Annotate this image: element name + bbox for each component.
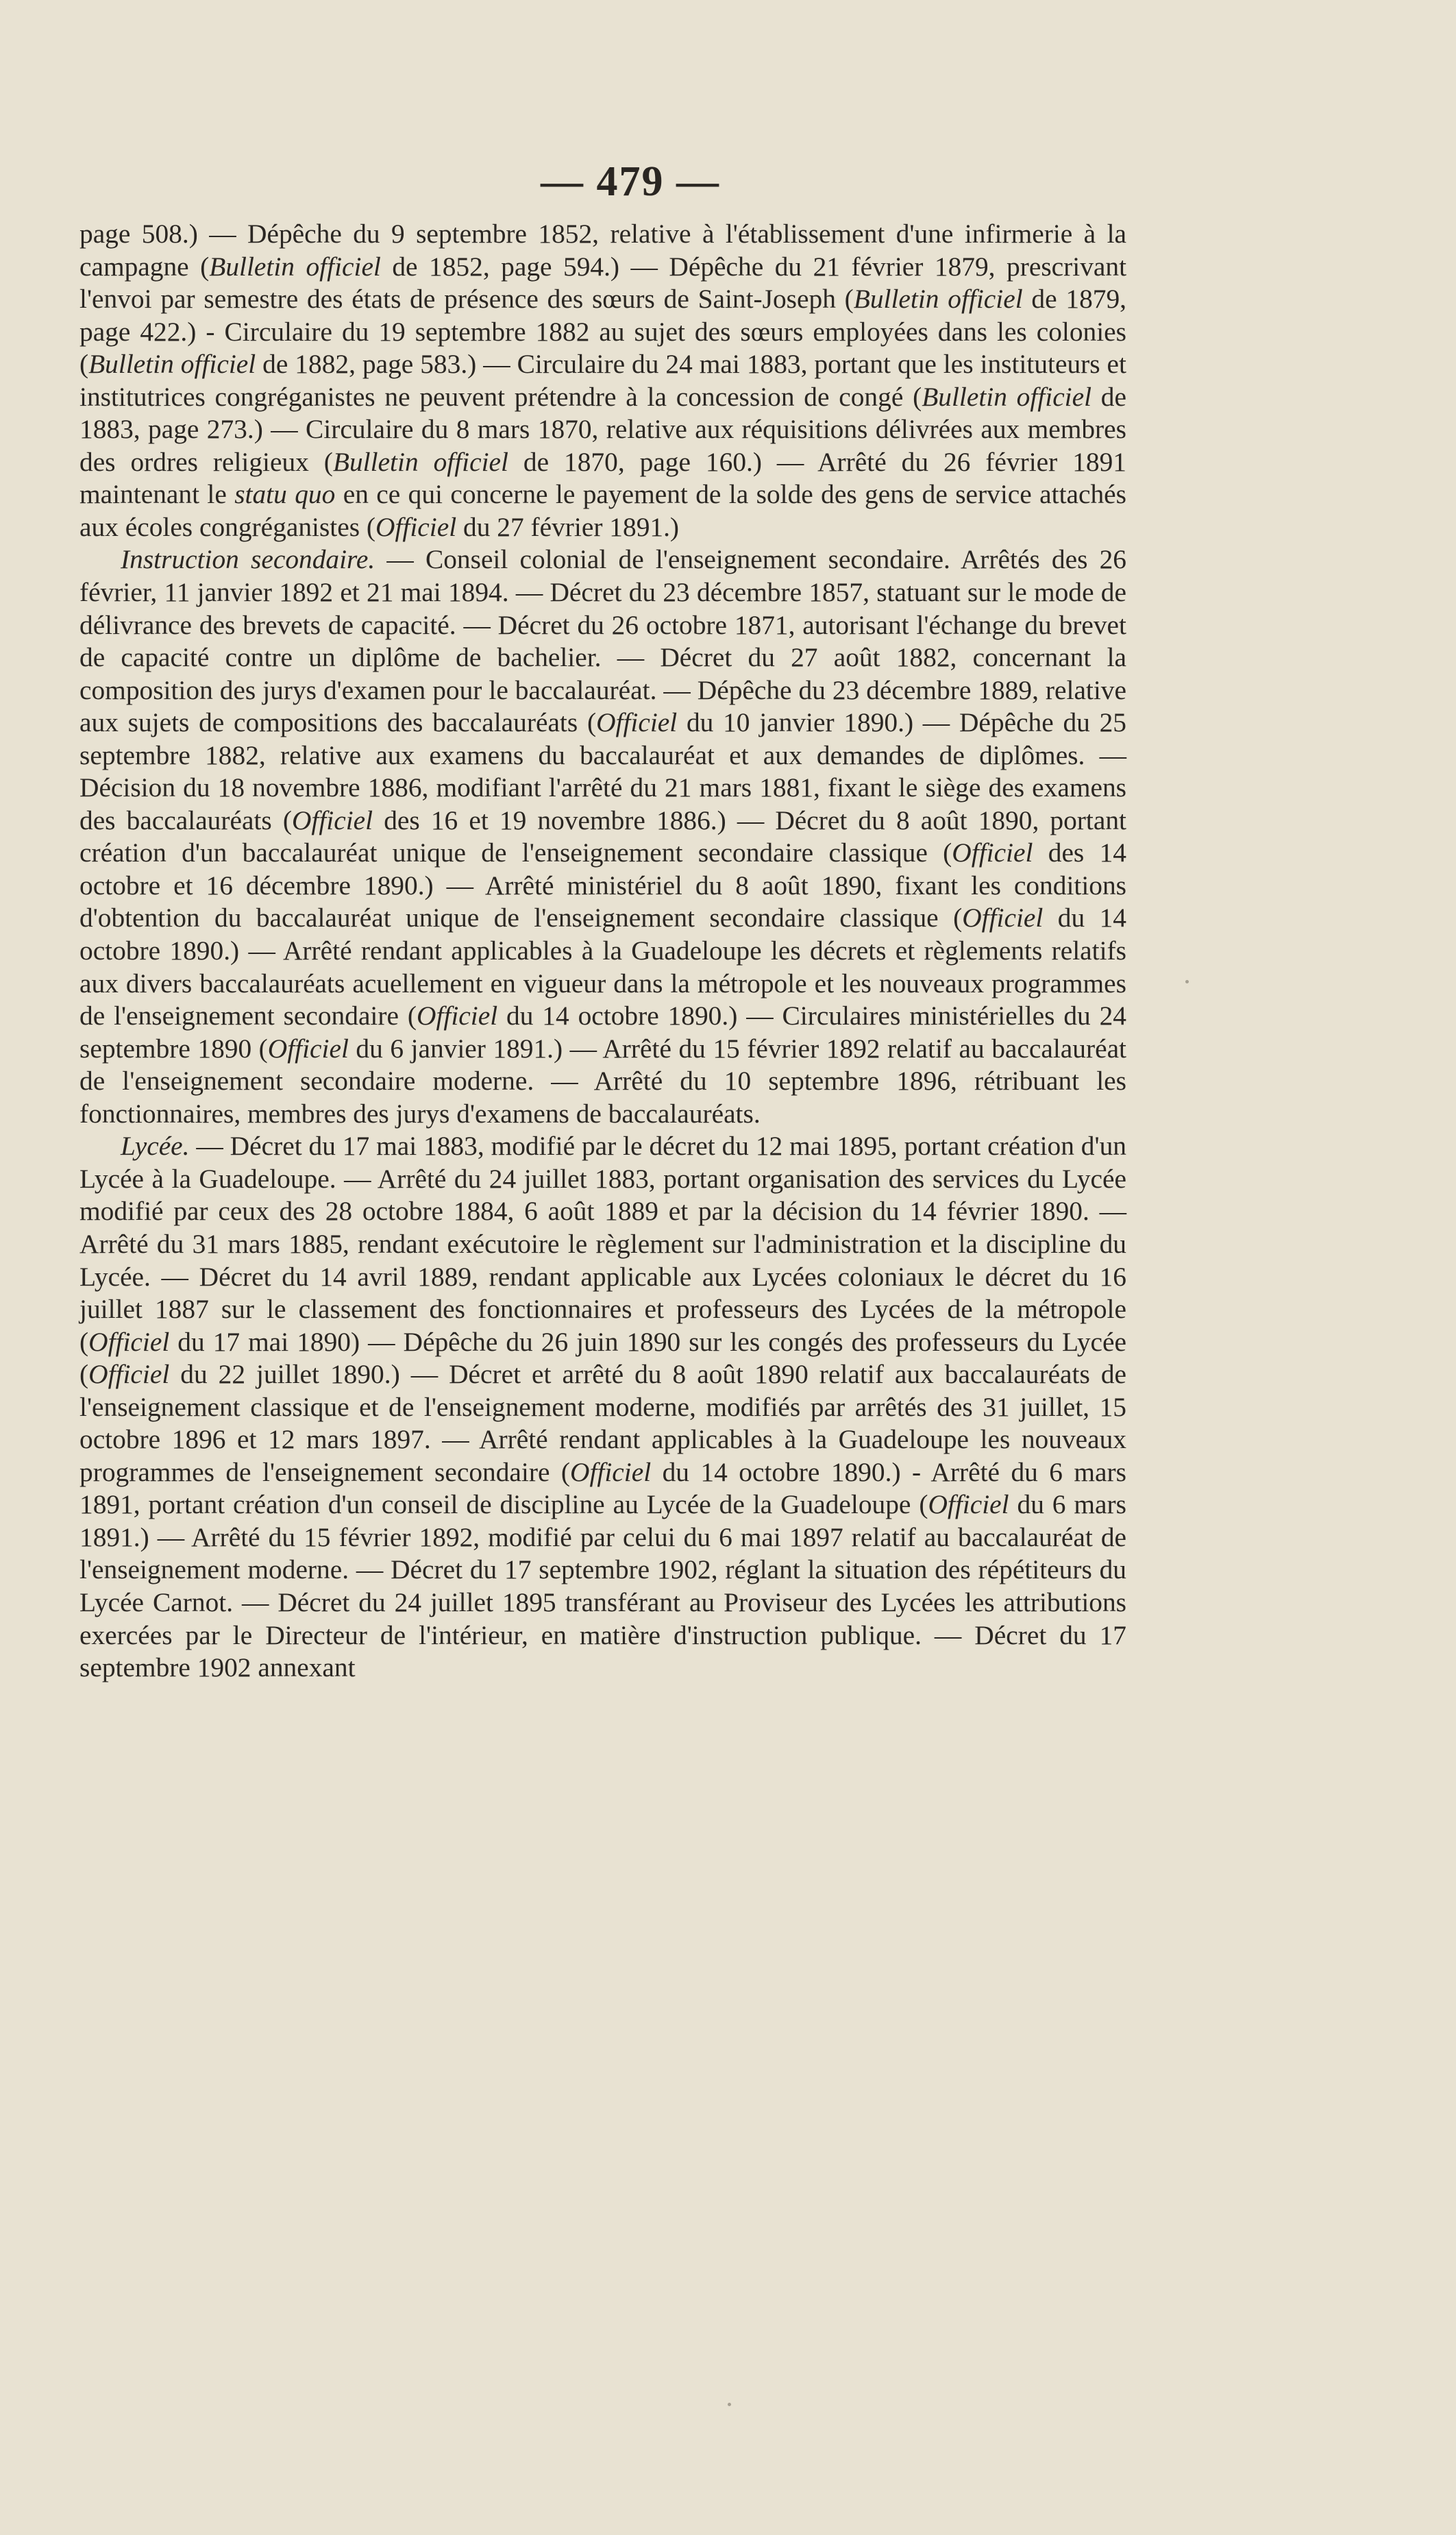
text-run: du 14 octobre 1890.) — Arrêté rendant applicables à la Guadeloupe les décrets et règlements relatifs aux divers baccalauréats acuellement en vigueur dans la métropole et les nouveaux programmes de l'enseignement secondaire ( [79, 903, 1127, 1031]
paragraph [79, 218, 1126, 543]
italic-run: Officiel [267, 1033, 349, 1064]
text-run: des 14 octobre et 16 décembre 1890.) — Arrêté ministériel du 8 août 1890, fixant les conditions d'obtention du baccalauréat unique de l'enseignement secondaire classique ( [79, 837, 1126, 933]
italic-run: Officiel [570, 1456, 652, 1487]
text-run: — Conseil colonial de l'enseignement secondaire. Arrêtés des 26 février, 11 janvier 1892 et 21 mai 1894. — Décret du 23 décembre 1857, statuant sur le mode de délivrance des brevets de capacité. — Décret du 26 octobre 1871, autorisant l'échange du brevet de capacité contre un diplôme de bachelier. — Décret du 27 août 1882, concernant la composition des jurys d'examen pour le baccalauréat. — Dépêche du 23 décembre 1889, relative aux sujets de compositions des baccalauréats ( [79, 544, 1126, 738]
text-run: page 508.) — Dépêche du 9 septembre 1852, relative à l'établissement d'une infirmerie à la campagne ( [79, 219, 1126, 282]
page-number: — 479 — [541, 158, 720, 205]
italic-run: Officiel [291, 805, 373, 835]
text-run: de 1870, page 160.) — Arrêté du 26 février 1891 maintenant le [79, 446, 1126, 510]
italic-run: Lycée. [121, 1131, 190, 1162]
italic-run: Bulletin officiel [922, 381, 1092, 412]
text-run: du 27 février 1891.) [456, 511, 680, 542]
text-run: du 14 octobre 1890.) - Arrêté du 6 mars 1891, portant création d'un conseil de discipline au Lycée de la Guadeloupe ( [79, 1456, 1126, 1520]
italic-run: Officiel [928, 1489, 1009, 1520]
text-run: du 10 janvier 1890.) — Dépêche du 25 septembre 1882, relative aux examens du baccalauréat et aux demandes de diplômes. — Décision du 18 novembre 1886, modifiant l'arrêté du 21 mars 1881, fixant le siège des examens des baccalauréats ( [79, 707, 1126, 835]
italic-run: Officiel [375, 511, 457, 542]
italic-run: Officiel [962, 903, 1044, 933]
italic-run: Officiel [88, 1326, 170, 1357]
body-text [79, 218, 1126, 1685]
text-run: — Décret du 17 mai 1883, modifié par le décret du 12 mai 1895, portant création d'un Lycée à la Guadeloupe. — Arrêté du 24 juillet 1883, portant organisation des services du Lycée modifié par ceux des 28 octobre 1884, 6 août 1889 et par la décision du 14 février 1890. — Arrêté du 31 mars 1885, rendant exécutoire le règlement sur l'administration et la discipline du Lycée. — Décret du 14 avril 1889, rendant applicable aux Lycées coloniaux le décret du 16 juillet 1887 sur le classement des fonctionnaires et professeurs des Lycées de la métropole ( [79, 1131, 1126, 1357]
italic-run: Officiel [88, 1359, 170, 1390]
italic-run: Bulletin officiel [209, 251, 381, 282]
italic-run: statu quo [234, 479, 336, 510]
italic-run: Bulletin officiel [88, 349, 256, 380]
italic-run: Officiel [417, 1001, 498, 1031]
italic-run: Bulletin officiel [853, 284, 1023, 315]
italic-run: Instruction secondaire. [121, 544, 375, 575]
italic-run: Officiel [952, 837, 1033, 868]
text-run: du 22 juillet 1890.) — Décret et arrêté du 8 août 1890 relatif aux baccalauréats de l'enseignement classique et de l'enseignement moderne, modifiés par arrêtés des 31 juillet, 15 octobre 1896 et 12 mars 1897. — Arrêté rendant applicables à la Guadeloupe les nouveaux programmes de l'enseignement secondaire ( [79, 1359, 1126, 1487]
text-run: du 14 octobre 1890.) — Circulaires ministérielles du 24 septembre 1890 ( [79, 1001, 1126, 1064]
text-run: des 16 et 19 novembre 1886.) — Décret du 8 août 1890, portant création d'un baccalauréat unique de l'enseignement secondaire classique ( [79, 805, 1126, 868]
text-run: de 1882, page 583.) — Circulaire du 24 mai 1883, portant que les instituteurs et institutrices congréganistes ne peuvent prétendre à la concession de congé ( [79, 349, 1126, 412]
text-run: du 6 janvier 1891.) — Arrêté du 15 février 1892 relatif au baccalauréat de l'enseignement secondaire moderne. — Arrêté du 10 septembre 1896, rétribuant les fonctionnaires, membres des jurys d'examens de baccalauréats. [79, 1033, 1126, 1129]
italic-run: Bulletin officiel [332, 446, 508, 477]
text-run: du 17 mai 1890) — Dépêche du 26 juin 1890 sur les congés des professeurs du Lycée ( [79, 1326, 1126, 1390]
text-run: en ce qui concerne le payement de la solde des gens de service attachés aux écoles congréganistes ( [79, 479, 1126, 542]
print-speck [728, 2403, 731, 2406]
paragraph [79, 1130, 1126, 1684]
text-run: de 1879, page 422.) - Circulaire du 19 septembre 1882 au sujet des sœurs employées dans les colonies ( [79, 284, 1126, 380]
text-run: du 6 mars 1891.) — Arrêté du 15 février 1892, modifié par celui du 6 mai 1897 relatif au baccalauréat de l'enseignement moderne. — Décret du 17 septembre 1902, réglant la situation des répétiteurs du Lycée Carnot. — Décret du 24 juillet 1895 transférant au Proviseur des Lycées les attributions exercées par le Directeur de l'intérieur, en matière d'instruction publique. — Décret du 17 septembre 1902 annexant [79, 1489, 1126, 1683]
paragraph [79, 543, 1126, 1130]
print-speck [1185, 980, 1189, 983]
text-run: de 1883, page 273.) — Circulaire du 8 mars 1870, relative aux réquisitions délivrées aux membres des ordres religieux ( [79, 381, 1126, 477]
text-run: de 1852, page 594.) — Dépêche du 21 février 1879, prescrivant l'envoi par semestre des états de présence des sœurs de Saint-Joseph ( [79, 251, 1127, 315]
italic-run: Officiel [596, 707, 678, 738]
